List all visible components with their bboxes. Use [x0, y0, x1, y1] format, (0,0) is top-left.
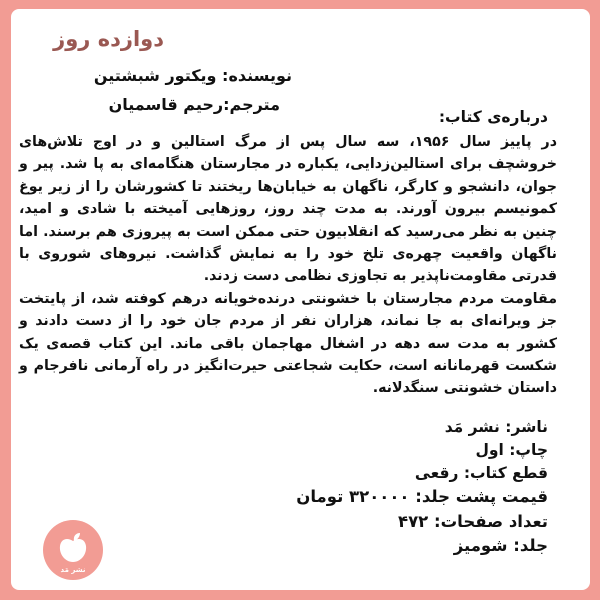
description-paragraph: مقاومت مردم مجارستان با خشونتی درنده‌خویانه درهم کوفته شد، از پایتخت جز ویرانه‌ای به جا نماند، هزاران نفر از مردم جان خود را از دست دادند و کشور به مدت سه دهه در اشغال مهاجمان باقی ماند. این کتاب قصه‌ی یک شکست قهرمانانه است، حکایت شجاعتی حیرت‌انگیز در راه آرمانی نافرجام و داستان خشونتی سنگدلانه. — [19, 290, 557, 397]
logo-text: نشر مَد — [60, 566, 86, 574]
price-line: قیمت پشت جلد: ۳۲۰۰۰۰ تومان — [296, 487, 548, 506]
book-description — [19, 131, 557, 400]
publisher-logo — [43, 520, 103, 580]
publisher-line: ناشر: نشر مَد — [444, 418, 548, 436]
author-line: نویسنده: ویکتور شبشتین — [93, 66, 292, 85]
translator-line: مترجم:رحیم قاسمیان — [108, 95, 280, 114]
book-card — [11, 9, 590, 590]
pages-line: تعداد صفحات: ۴۷۲ — [398, 511, 548, 531]
cover-line: جلد: شومیز — [453, 536, 548, 555]
description-paragraph: در پاییز سال ۱۹۵۶، سه سال پس از مرگ استالین و در اوج تلاش‌های خروشچف برای استالین‌زدایی، یکباره در مجارستان هنگامه‌ای به پا شد. پیر و جوان، دانشجو و کارگر، ناگهان به خیابان‌ها ریختند تا کشورشان را از زیر یوغ کمونیسم بیرون آورند. به مدت چند روز، روزهایی آمیخته با شادی و امید، چنین به نظر می‌رسید که انقلابیون حتی ممکن است به پیروزی هم برسند. اما ناگهان واقعیت چهره‌ی تلخ خود را به نمایش گذاشت. نیروهای شوروی با قدرتی مقاومت‌ناپذیر به تجاوزی نظامی دست زدند. — [19, 134, 557, 285]
book-details — [296, 416, 548, 559]
book-title: دوازده روز — [53, 27, 164, 51]
format-line: قطع کتاب: رقعی — [414, 464, 548, 482]
edition-line: چاپ: اول — [475, 441, 548, 459]
about-label: درباره‌ی کتاب: — [438, 108, 548, 126]
